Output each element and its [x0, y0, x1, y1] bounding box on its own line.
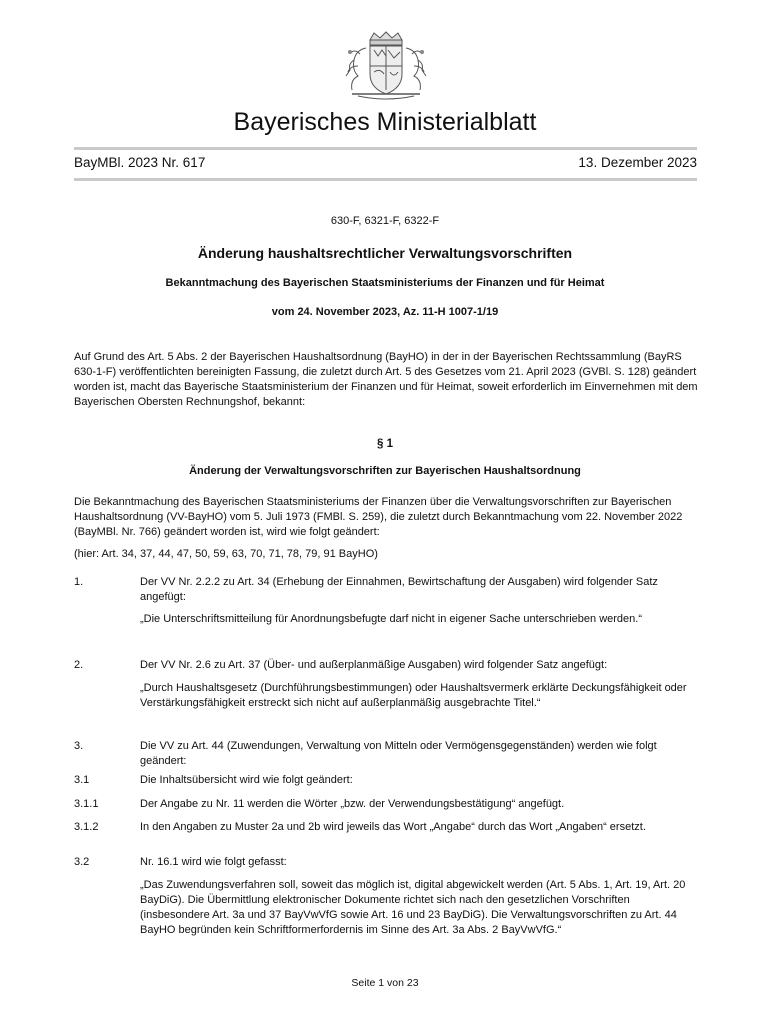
fna-numbers: 630-F, 6321-F, 6322-F	[330, 215, 440, 227]
section-title: Änderung der Verwaltungsvorschriften zur Bayerischen Haushaltsordnung	[189, 465, 581, 477]
item-number: 3.1.1	[74, 798, 99, 810]
header-divider-top	[74, 147, 697, 150]
item-text: Nr. 16.1 wird wie folgt gefasst:	[140, 856, 287, 868]
header-divider-bottom	[74, 178, 697, 181]
section-hier-note: (hier: Art. 34, 37, 44, 47, 50, 59, 63, 70, 71, 78, 79, 91 BayHO)	[74, 548, 378, 560]
item-text: Der VV Nr. 2.6 zu Art. 37 (Über- und außerplanmäßige Ausgaben) wird folgender Satz angefügt:	[140, 659, 608, 671]
intro-paragraph: Auf Grund des Art. 5 Abs. 2 der Bayerischen Haushaltsordnung (BayHO) in der in der Bayerischen Rechtssammlung (BayRS 630-1-F) veröffentlichten bereinigten Fassung, die zuletzt durch Art. 5 des Gesetzes vom 21. April 2023 (GVBl. S. 128) geändert worden ist, macht das Bayerische Staatsministerium der Finanzen und für Heimat, soweit erforderlich im Einvernehmen mit dem Bayerischen Obersten Rechnungshof, bekannt:	[74, 351, 698, 408]
document-date-line: vom 24. November 2023, Az. 11-H 1007-1/19	[271, 306, 499, 318]
bavarian-coat-of-arms-icon	[330, 30, 442, 100]
item-number: 3.1.2	[74, 821, 99, 833]
item-number: 3.	[74, 740, 84, 752]
item-text: In den Angaben zu Muster 2a und 2b wird jeweils das Wort „Angabe“ durch das Wort „Angaben“ ersetzt.	[140, 821, 646, 833]
item-quote: „Das Zuwendungsverfahren soll, soweit das möglich ist, digital abgewickelt werden (Art. 5 Abs. 1, Art. 19, Art. 20 BayDiG). Die Übermittlung elektronischer Dokumente richtet sich nach den gesetzlichen Vorschriften (insbesondere Art. 3a und 37 BayVwVfG sowie Art. 16 und 23 BayDiG). Die Verwaltungsvorschriften zu Art. 44 BayHO begründen kein Schriftformerfordernis im Sinne des Art. 3a Abs. 2 BayVwVfG.“	[140, 879, 686, 936]
item-number: 2.	[74, 659, 84, 671]
page-footer: Seite 1 von 23	[351, 977, 419, 989]
item-text: Die Inhaltsübersicht wird wie folgt geändert:	[140, 774, 353, 786]
item-quote: „Die Unterschriftsmitteilung für Anordnungsbefugte darf nicht in eigener Sache unterschrieben werden.“	[140, 613, 642, 625]
item-number: 3.1	[74, 774, 90, 786]
item-text: Der VV Nr. 2.2.2 zu Art. 34 (Erhebung der Einnahmen, Bewirtschaftung der Ausgaben) wird folgender Satz angefügt:	[140, 576, 658, 603]
item-text: Der Angabe zu Nr. 11 werden die Wörter „bzw. der Verwendungsbestätigung“ angefügt.	[140, 798, 565, 810]
item-number: 1.	[74, 576, 84, 588]
item-text: Die VV zu Art. 44 (Zuwendungen, Verwaltung von Mitteln oder Vermögensgegenständen) werden wie folgt geändert:	[140, 740, 657, 767]
item-number: 3.2	[74, 856, 90, 868]
section-number: § 1	[377, 438, 393, 450]
masthead-title: Bayerisches Ministerialblatt	[233, 108, 537, 136]
section-paragraph: Die Bekanntmachung des Bayerischen Staatsministeriums der Finanzen über die Verwaltungsvorschriften zur Bayerischen Haushaltsordnung (VV-BayHO) vom 5. Juli 1973 (FMBl. S. 259), die zuletzt durch Bekanntmachung vom 22. November 2022 (BayMBl. Nr. 766) geändert worden ist, wird wie folgt geändert:	[74, 496, 683, 538]
item-quote: „Durch Haushaltsgesetz (Durchführungsbestimmungen) oder Haushaltsvermerk erklärte Deckungsfähigkeit oder Verstärkungsfähigkeit erstreckt sich nicht auf außerplanmäßig ausgebrachte Titel.“	[140, 682, 687, 709]
issue-number: BayMBl. 2023 Nr. 617	[74, 155, 206, 170]
document-subtitle: Bekanntmachung des Bayerischen Staatsministeriums der Finanzen und für Heimat	[165, 277, 605, 289]
issue-date: 13. Dezember 2023	[578, 155, 697, 170]
issue-row	[74, 155, 697, 170]
document-title: Änderung haushaltsrechtlicher Verwaltungsvorschriften	[197, 245, 573, 261]
